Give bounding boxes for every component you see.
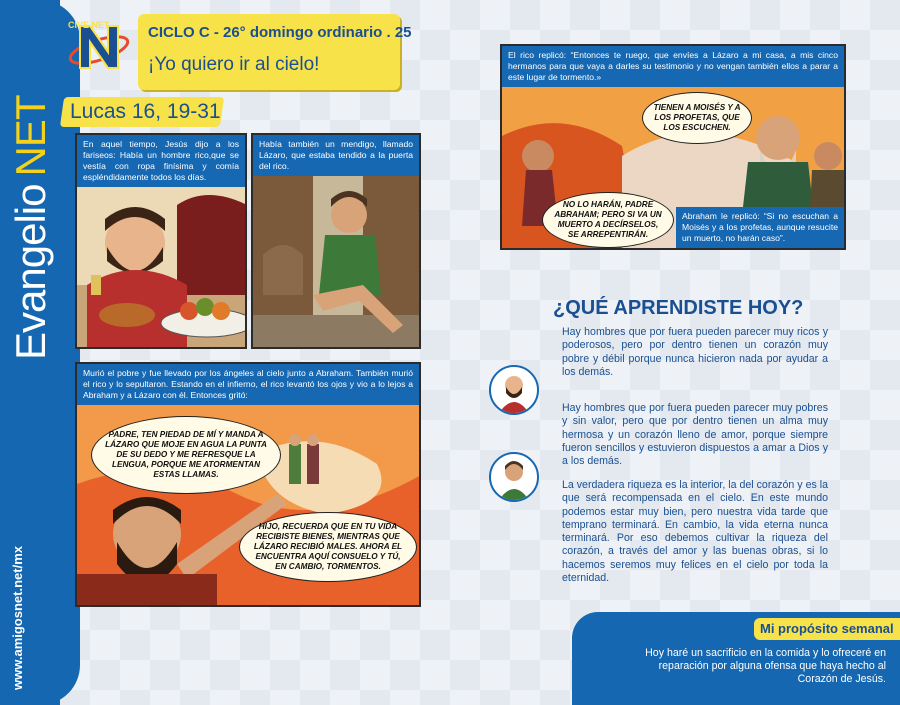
comic-panel-abraham-reply (500, 44, 846, 250)
panel-caption: Murió el pobre y fue llevado por los ángeles al cielo junto a Abraham. También murió el rico y lo sepultaron. Estando en el infierno, el rico levantó los ojos y vio a lo lejos a Abraham y a Lázaro con él. Entonces gritó: (77, 364, 419, 405)
learn-paragraph-1: Hay hombres que por fuera pueden parecer muy ricos y poderosos, pero por dentro tienen un corazón muy pobre y débil porque nunca hicieron nada por ayudar a los demás. (562, 326, 828, 378)
scripture-text: Lucas 16, 19-31 (70, 100, 221, 123)
brand-logo (66, 14, 132, 80)
panel-caption: El rico replicó: “Entonces te ruego, que envíes a Lázaro a mi casa, a mis cinco hermanos para que vaya a darles su testimonio y no vengan también ellos a parar a este lugar de tormento.» (502, 46, 844, 87)
brand-word: Evangelio (7, 184, 54, 360)
panel-caption: Había también un mendigo, llamado Lázaro, que estaba tendido a la puerta del rico. (253, 135, 419, 176)
page-subtitle: ¡Yo quiero ir al cielo! (148, 54, 320, 75)
comic-panel-rich-man (75, 133, 247, 349)
purpose-label: Mi propósito semanal (754, 618, 900, 640)
brand-accent: NET (7, 95, 54, 177)
avatar-lazarus (489, 452, 539, 502)
cycle-label: CICLO C - 26° domingo ordinario . 25 (148, 24, 412, 41)
panel-caption-bottom: Abraham le replicó: “Si no escuchan a Moisés y a los profetas, aunque resucite un muerto, no harán caso”. (676, 207, 844, 248)
avatar-rich-man (489, 365, 539, 415)
comic-panel-lazarus (251, 133, 421, 349)
scripture-reference (60, 97, 224, 127)
speech-bubble-rich: NO LO HARÁN, PADRE ABRAHAM; PERO SI VA UN MUERTO A DECÍRSELOS, SE ARREPENTIRÁN. (542, 192, 674, 248)
brand-url[interactable]: www.amigosnet.net/mx (10, 546, 25, 690)
svg-text:CIVE NET: CIVE NET (68, 20, 110, 30)
purpose-text: Hoy haré un sacrificio en la comida y lo ofreceré en reparación por alguna ofensa que haya hecho al Corazón de Jesús. (645, 647, 886, 685)
learn-paragraph-3: La verdadera riqueza es la interior, la del corazón y es la que será recompensada en el cielo. En este mundo podemos estar muy bien, pero nuestra vida tarde que temprano terminará. En cambio, la vida eterna nunca terminará. Por eso debemos cultivar la riqueza del corazón, a través del amor y las buenas obras, si lo hacemos seremos muy felices en el cielo por toda la eternidad. (562, 479, 828, 585)
panel-caption: En aquel tiempo, Jesús dijo a los fariseos: Había un hombre rico,que se vestía con ropa finísima y comía espléndidamente todos los días. (77, 135, 245, 187)
learn-title: ¿QUÉ APRENDISTE HOY? (553, 297, 804, 319)
header-card (138, 14, 412, 90)
speech-bubble-abraham: HIJO, RECUERDA QUE EN TU VIDA RECIBISTE BIENES, MIENTRAS QUE LÁZARO RECIBIÓ MALES. AHORA EL ENCUENTRA AQUÍ CONSUELO Y TÚ, EN CAMBIO, TORMENTOS. (239, 512, 417, 582)
speech-bubble-abraham: TIENEN A MOISÉS Y A LOS PROFETAS, QUE LOS ESCUCHEN. (642, 92, 752, 144)
comic-panel-rich-in-hell (75, 362, 421, 607)
brand-title (8, 60, 54, 360)
learn-paragraph-2: Hay hombres que por fuera pueden parecer muy pobres y sin valor, pero que por dentro tienen un alma muy hermosa y un corazón lleno de amor, porque siempre fueron sencillos y estuvieron dispuestos a amar a Dios y a los demás. (562, 402, 828, 468)
speech-bubble-rich: PADRE, TEN PIEDAD DE MÍ Y MANDA A LÁZARO QUE MOJE EN AGUA LA PUNTA DE SU DEDO Y ME REFRESQUE LA LENGUA, PORQUE ME ATORMENTAN ESTAS LLAMAS. (91, 416, 281, 494)
